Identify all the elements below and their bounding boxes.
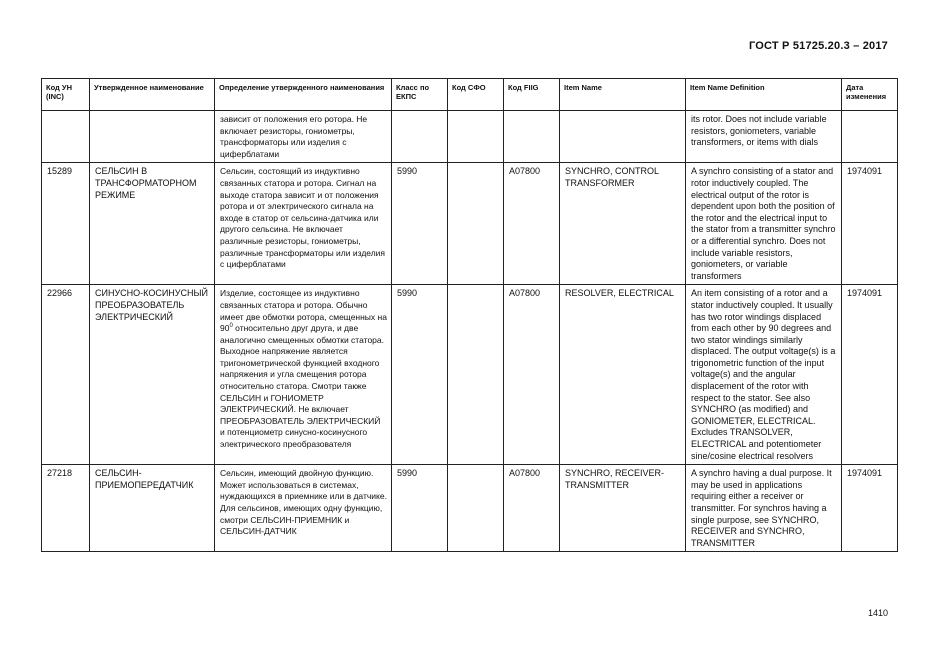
cell-fiig: A07800: [504, 465, 560, 552]
cell-date: 1974091: [842, 163, 898, 285]
cell-item-definition: A synchro having a dual purpose. It may be used in applications requiring either a receiver or transmitter. For synchros having a single purpose, see SYNCHRO, RECEIVER and SYNCHRO, TRANSMITTER: [686, 465, 842, 552]
col-header-name: Утвержденное наименование: [90, 79, 215, 111]
cell-date: 1974091: [842, 285, 898, 465]
definition-text-part: Изделие, состоящее из индуктивно связанных статора и ротора. Обычно имеет две обмотки ротора, смещенных на 90: [220, 288, 387, 334]
cell-definition: Сельсин, состоящий из индуктивно связанных статора и ротора. Сигнал на выходе статора зависит и от положения ротора и от электрического сигнала на входе в статор от сельсина-датчика или другого сельсина. Не включает различные резисторы, гониометры, различные трансформаторы или изделия с циферблатами: [215, 163, 392, 285]
cell-code: 27218: [42, 465, 90, 552]
cell-fiig: A07800: [504, 163, 560, 285]
cell-name: СЕЛЬСИН-ПРИЕМОПЕРЕДАТЧИК: [90, 465, 215, 552]
catalog-table: [41, 78, 898, 552]
cell-name: [90, 111, 215, 163]
col-header-item-definition: Item Name Definition: [686, 79, 842, 111]
cell-definition: Сельсин, имеющий двойную функцию. Может использоваться в системах, нуждающихся в приемнике или в датчике. Для сельсинов, имеющих одну функцию, смотри СЕЛЬСИН-ПРИЕМНИК и СЕЛЬСИН-ДАТЧИК: [215, 465, 392, 552]
cell-code: 15289: [42, 163, 90, 285]
table-row: [42, 163, 898, 285]
page-number: 1410: [867, 608, 888, 618]
table-row: [42, 465, 898, 552]
cell-date: 1974091: [842, 465, 898, 552]
cell-item-name: [560, 111, 686, 163]
definition-text-part: относительно друг друга, и две аналогично смещенных обмотки статора. Выходное напряжение является тригонометрической функцией входного напряжения и угла смещения ротора относительно статора. Смотри также СЕЛЬСИН и ГОНИОМЕТР ЭЛЕКТРИЧЕСКИЙ. Не включает ПРЕОБРАЗОВАТЕЛЬ ЭЛЕКТРИЧЕСКИЙ и потенциометр синусно-косинусного электрического преобразователя: [220, 323, 384, 450]
cell-item-name: SYNCHRO, RECEIVER-TRANSMITTER: [560, 465, 686, 552]
cell-item-definition: An item consisting of a rotor and a stator inductively coupled. It usually has two rotor windings displaced from each other by 90 degrees and two stator windings similarly displaced. The output voltage(s) is a trigonometric function of the input voltage(s) and the angular displacement of the rotor with respect to the stator. See also SYNCHRO (as modified) and GONIOMETER, ELECTRICAL. Excludes TRANSOLVER, ELECTRICAL and potentiometer sine/cosine electrical resolvers: [686, 285, 842, 465]
cell-item-definition: its rotor. Does not include variable resistors, goniometers, variable transformers, or items with dials: [686, 111, 842, 163]
cell-sfo: [448, 465, 504, 552]
col-header-item-name: Item Name: [560, 79, 686, 111]
table-row: [42, 111, 898, 163]
cell-ekps: 5990: [392, 163, 448, 285]
cell-name: СИНУСНО-КОСИНУСНЫЙ ПРЕОБРАЗОВАТЕЛЬ ЭЛЕКТРИЧЕСКИЙ: [90, 285, 215, 465]
cell-code: [42, 111, 90, 163]
degree-superscript: 0: [229, 323, 233, 330]
col-header-sfo: Код СФО: [448, 79, 504, 111]
cell-name: СЕЛЬСИН В ТРАНСФОРМАТОРНОМ РЕЖИМЕ: [90, 163, 215, 285]
cell-date: [842, 111, 898, 163]
cell-code: 22966: [42, 285, 90, 465]
cell-sfo: [448, 285, 504, 465]
col-header-code: Код УН (INC): [42, 79, 90, 111]
cell-item-name: RESOLVER, ELECTRICAL: [560, 285, 686, 465]
col-header-fiig: Код FIIG: [504, 79, 560, 111]
cell-item-name: SYNCHRO, CONTROL TRANSFORMER: [560, 163, 686, 285]
cell-sfo: [448, 163, 504, 285]
document-header: ГОСТ Р 51725.20.3 – 2017: [748, 40, 888, 52]
cell-item-definition: A synchro consisting of a stator and rotor inductively coupled. The electrical output of the rotor is dependent upon both the position of the rotor and the electrical input to the stator from a transmitter synchro or a differential synchro. Does not include variable resistors, goniometers, or variable transformers: [686, 163, 842, 285]
table-row: [42, 285, 898, 465]
table-header-row: [42, 79, 898, 111]
col-header-ekps: Класс по ЕКПС: [392, 79, 448, 111]
cell-definition: зависит от положения его ротора. Не включает резисторы, гониометры, трансформаторы или изделия с циферблатами: [215, 111, 392, 163]
cell-ekps: 5990: [392, 285, 448, 465]
cell-definition: [215, 285, 392, 465]
cell-sfo: [448, 111, 504, 163]
cell-fiig: A07800: [504, 285, 560, 465]
cell-ekps: 5990: [392, 465, 448, 552]
cell-ekps: [392, 111, 448, 163]
col-header-date: Дата изменения: [842, 79, 898, 111]
cell-fiig: [504, 111, 560, 163]
col-header-definition: Определение утвержденного наименования: [215, 79, 392, 111]
